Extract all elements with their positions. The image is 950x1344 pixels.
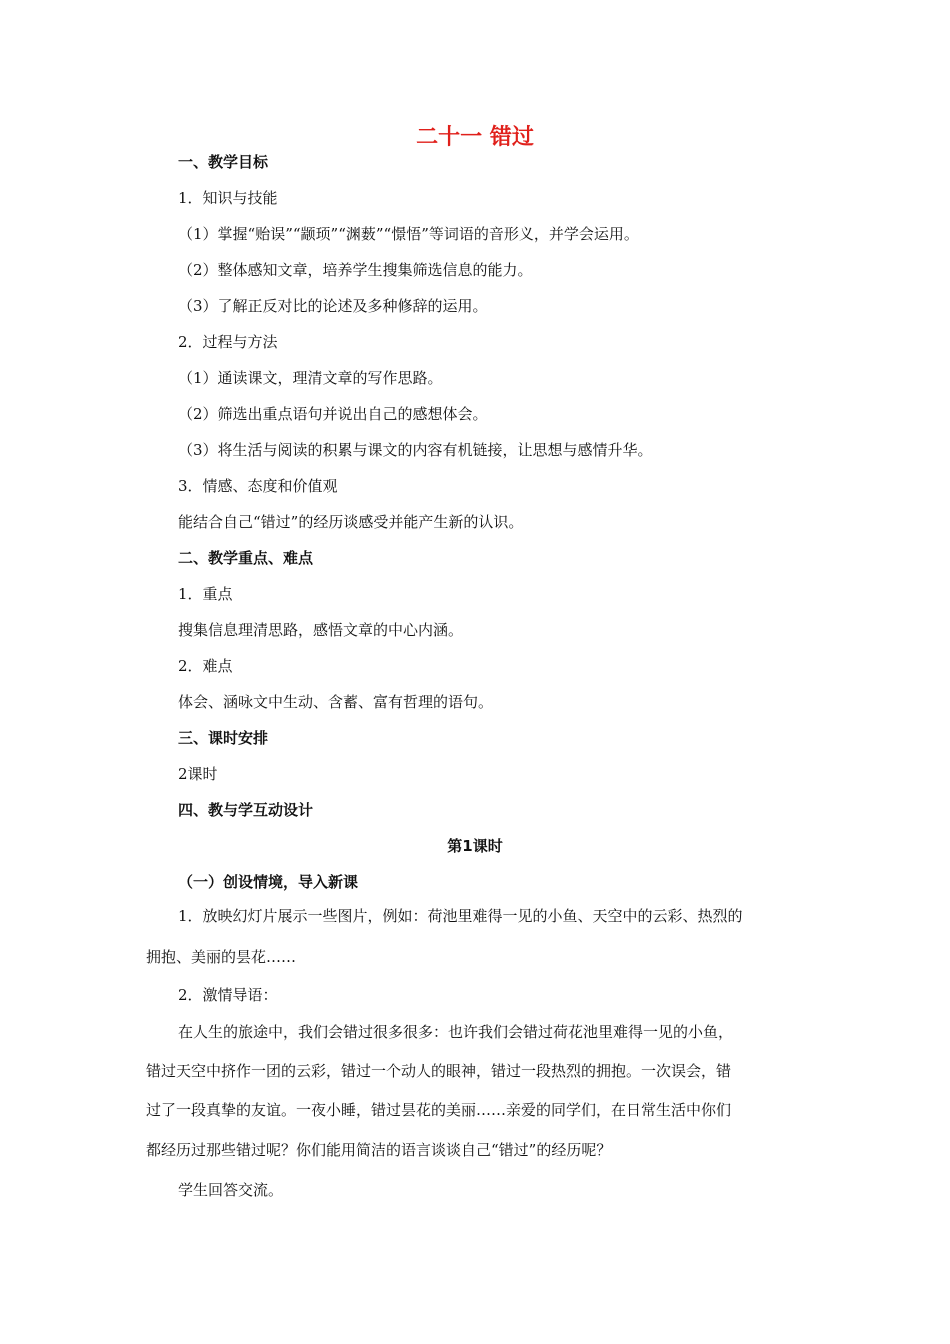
- section-heading-key-points: 二、教学重点、难点: [178, 549, 314, 567]
- section-heading-objectives: 一、教学目标: [178, 153, 269, 171]
- objective-item: （1）通读课文，理清文章的写作思路。: [178, 369, 443, 387]
- section-heading-design: 四、教与学互动设计: [178, 801, 314, 819]
- subheading-knowledge: 1．知识与技能: [178, 189, 278, 207]
- objective-item: （2）整体感知文章，培养学生搜集筛选信息的能力。: [178, 261, 533, 279]
- section-heading-schedule: 三、课时安排: [178, 729, 269, 747]
- paragraph-line: 学生回答交流。: [178, 1181, 284, 1199]
- objective-text: 能结合自己“错过”的经历谈感受并能产生新的认识。: [178, 513, 524, 531]
- paragraph-line: 1．放映幻灯片展示一些图片，例如：荷池里难得一见的小鱼、天空中的云彩、热烈的: [178, 907, 743, 925]
- objective-item: （3）了解正反对比的论述及多种修辞的运用。: [178, 297, 488, 315]
- subheading-values: 3．情感、态度和价值观: [178, 477, 338, 495]
- paragraph-line: 在人生的旅途中，我们会错过很多很多：也许我们会错过荷花池里难得一见的小鱼，: [178, 1023, 734, 1041]
- subheading-difficult: 2．难点: [178, 657, 233, 675]
- subheading-key: 1．重点: [178, 585, 233, 603]
- paragraph-line: 2．激情导语：: [178, 986, 278, 1004]
- document-title: 二十一 错过: [416, 125, 534, 150]
- paragraph-line: 拥抱、美丽的昙花……: [146, 948, 297, 966]
- paragraph-line: 错过天空中挤作一团的云彩，错过一个动人的眼神，错过一段热烈的拥抱。一次误会，错: [146, 1062, 732, 1080]
- objective-item: （2）筛选出重点语句并说出自己的感想体会。: [178, 405, 488, 423]
- part-heading: （一）创设情境，导入新课: [178, 873, 359, 891]
- difficult-text: 体会、涵咏文中生动、含蓄、富有哲理的语句。: [178, 693, 494, 711]
- paragraph-line: 都经历过那些错过呢？你们能用简洁的语言谈谈自己“错过”的经历呢？: [146, 1141, 612, 1159]
- lesson-heading: 第1课时: [447, 837, 503, 855]
- paragraph-line: 过了一段真挚的友谊。一夜小睡，错过昙花的美丽……亲爱的同学们，在日常生活中你们: [146, 1101, 732, 1119]
- key-text: 搜集信息理清思路，感悟文章的中心内涵。: [178, 621, 464, 639]
- objective-item: （1）掌握“贻误”“颛顼”“渊薮”“憬悟”等词语的音形义，并学会运用。: [178, 225, 639, 243]
- subheading-process: 2．过程与方法: [178, 333, 278, 351]
- objective-item: （3）将生活与阅读的积累与课文的内容有机链接，让思想与感情升华。: [178, 441, 653, 459]
- schedule-text: 2课时: [178, 765, 218, 783]
